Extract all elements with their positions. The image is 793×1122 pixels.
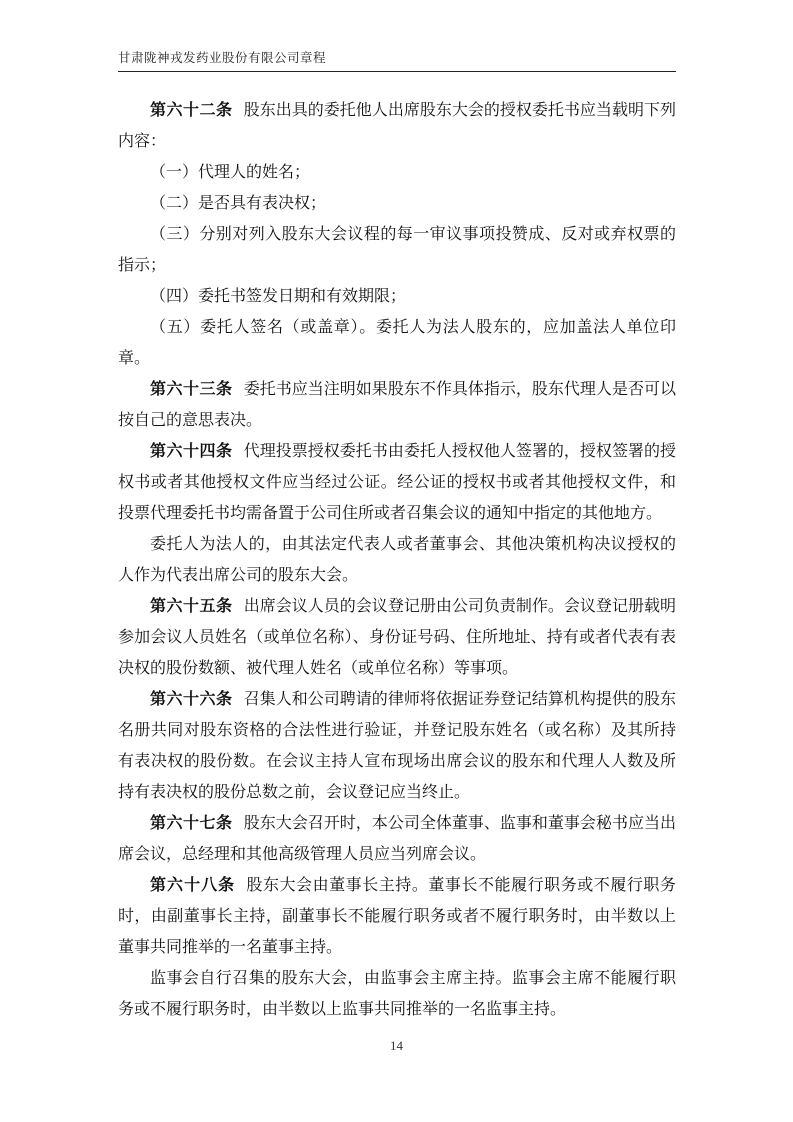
paragraph-text: （一）代理人的姓名；: [150, 164, 311, 181]
paragraph-text: 股东出具的委托他人出席股东大会的授权委托书应当载明下列内容：: [118, 102, 676, 150]
page-header: [118, 48, 676, 72]
article-number: 第六十六条: [150, 691, 233, 708]
article-number: 第六十八条: [150, 877, 236, 894]
body-paragraph: [118, 188, 676, 219]
paragraph-text: 出席会议人员的会议登记册由公司负责制作。会议登记册载明参加会议人员姓名（或单位名称）、身份证号码、住所地址、持有或者代表有表决权的股份数额、被代理人姓名（或单位名称）等事项。: [118, 598, 676, 677]
document-body: [118, 95, 676, 1025]
article-paragraph: [118, 870, 676, 963]
paragraph-text: （二）是否具有表决权；: [150, 195, 327, 212]
paragraph-text: 股东大会由董事长主持。董事长不能履行职务或不履行职务时，由副董事长主持，副董事长不能履行职务或者不履行职务时，由半数以上董事共同推举的一名董事主持。: [118, 877, 676, 956]
article-paragraph: [118, 436, 676, 529]
header-title: 甘肃陇神戎发药业股份有限公司章程: [118, 51, 327, 65]
article-number: 第六十四条: [150, 443, 233, 460]
body-paragraph: [118, 219, 676, 281]
body-paragraph: [118, 157, 676, 188]
article-number: 第六十五条: [150, 598, 233, 615]
article-paragraph: [118, 95, 676, 157]
article-number: 第六十二条: [150, 102, 233, 119]
paragraph-text: 委托人为法人的，由其法定代表人或者董事会、其他决策机构决议授权的人作为代表出席公司的股东大会。: [118, 536, 676, 584]
body-paragraph: [118, 312, 676, 374]
body-paragraph: [118, 281, 676, 312]
article-number: 第六十七条: [150, 815, 233, 832]
paragraph-text: （五）委托人签名（或盖章）。委托人为法人股东的，应加盖法人单位印章。: [118, 319, 676, 367]
article-number: 第六十三条: [150, 381, 233, 398]
page-footer: [0, 1038, 793, 1054]
body-paragraph: [118, 529, 676, 591]
paragraph-text: （四）委托书签发日期和有效期限；: [150, 288, 407, 305]
article-paragraph: [118, 808, 676, 870]
paragraph-text: 股东大会召开时，本公司全体董事、监事和董事会秘书应当出席会议，总经理和其他高级管理人员应当列席会议。: [118, 815, 676, 863]
paragraph-text: 代理投票授权委托书由委托人授权他人签署的，授权签署的授权书或者其他授权文件应当经过公证。经公证的授权书或者其他授权文件，和投票代理委托书均需备置于公司住所或者召集会议的通知中指定的其他地方。: [118, 443, 676, 522]
article-paragraph: [118, 374, 676, 436]
paragraph-text: （三）分别对列入股东大会议程的每一审议事项投赞成、反对或弃权票的指示；: [118, 226, 676, 274]
article-paragraph: [118, 591, 676, 684]
paragraph-text: 委托书应当注明如果股东不作具体指示，股东代理人是否可以按自己的意思表决。: [118, 381, 676, 429]
page-number: 14: [390, 1038, 403, 1053]
article-paragraph: [118, 684, 676, 808]
paragraph-text: 召集人和公司聘请的律师将依据证券登记结算机构提供的股东名册共同对股东资格的合法性进行验证，并登记股东姓名（或名称）及其所持有表决权的股份数。在会议主持人宣布现场出席会议的股东和代理人人数及所持有表决权的股份总数之前，会议登记应当终止。: [118, 691, 676, 801]
paragraph-text: 监事会自行召集的股东大会，由监事会主席主持。监事会主席不能履行职务或不履行职务时，由半数以上监事共同推举的一名监事主持。: [118, 970, 676, 1018]
body-paragraph: [118, 963, 676, 1025]
